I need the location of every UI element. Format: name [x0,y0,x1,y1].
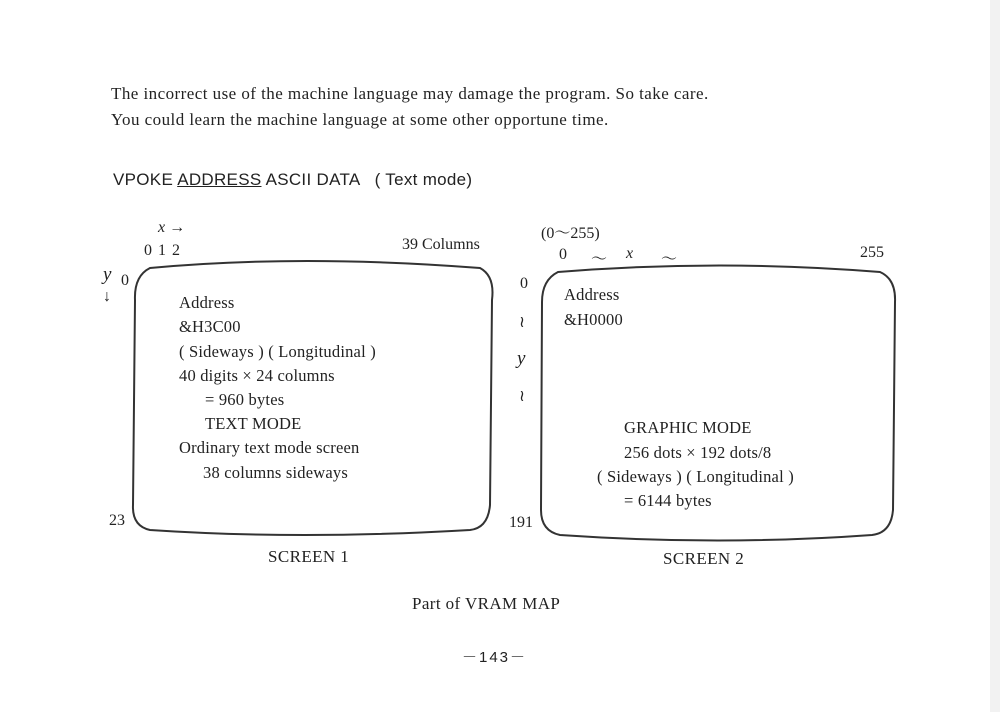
screen2-caption: SCREEN 2 [663,549,745,568]
screen2-x-start: 0 [559,246,567,263]
mode-note: ( Text mode) [374,170,473,189]
screen1-column-end: 39 Columns [402,236,480,253]
screen2-x-end: 255 [860,244,884,261]
screen1-orientation: ( Sideways ) ( Longitudinal ) [179,342,376,361]
screen1-y-arrow: ↓ [103,288,111,305]
figure-caption: Part of VRAM MAP [412,594,561,613]
screen2-range-label: (0～255) [541,225,600,242]
screen2-orientation: ( Sideways ) ( Longitudinal ) [597,467,794,486]
screen1-description: Ordinary text mode screen [179,438,360,457]
screen2-row-tilde-1: ≀ [519,314,525,331]
screen2-row-tilde-2: ≀ [519,388,525,405]
screen1-x-axis-label: x → [158,219,186,236]
screen1-y-axis-label: y [103,264,112,285]
screen1-columns-note: 38 columns sideways [203,463,348,482]
screen1-byte-count: = 960 bytes [205,390,285,409]
screen2-byte-count: = 6144 bytes [624,491,712,510]
screen2-address-label: Address [564,285,620,304]
screen1-row-start: 0 [121,272,129,289]
screen1-mode-name: TEXT MODE [205,414,302,433]
screen2-y-axis-label: y [517,348,526,369]
screen2-row-start: 0 [520,275,528,292]
data-parameter: ASCII DATA [265,170,360,189]
screen2-frame [541,266,895,541]
page-number: －143－ [462,649,528,666]
screen1-column-ticks: 0 1 2 [144,242,181,259]
screen2-x-tilde-1: ～ [591,251,608,268]
vpoke-command: VPOKE [113,170,174,189]
intro-line-1: The incorrect use of the machine language may damage the program. So take care. [111,84,709,103]
screen1-address-value: &H3C00 [179,317,241,336]
intro-line-2: You could learn the machine language at some other opportune time. [111,110,609,129]
screen1-caption: SCREEN 1 [268,547,350,566]
screen2-address-value: &H0000 [564,310,623,329]
screen1-dimensions: 40 digits × 24 columns [179,366,335,385]
screen2-x-tilde-2: ～ [661,251,678,268]
screen2-dimensions: 256 dots × 192 dots/8 [624,443,772,462]
screen2-row-end: 191 [509,514,533,531]
screen2-mode-name: GRAPHIC MODE [624,418,752,437]
screen1-address-label: Address [179,293,235,312]
address-parameter: ADDRESS [177,170,262,189]
screen1-row-end: 23 [109,512,125,529]
screen2-x-axis-label: x [626,245,634,262]
page-edge-shadow [990,0,1000,712]
